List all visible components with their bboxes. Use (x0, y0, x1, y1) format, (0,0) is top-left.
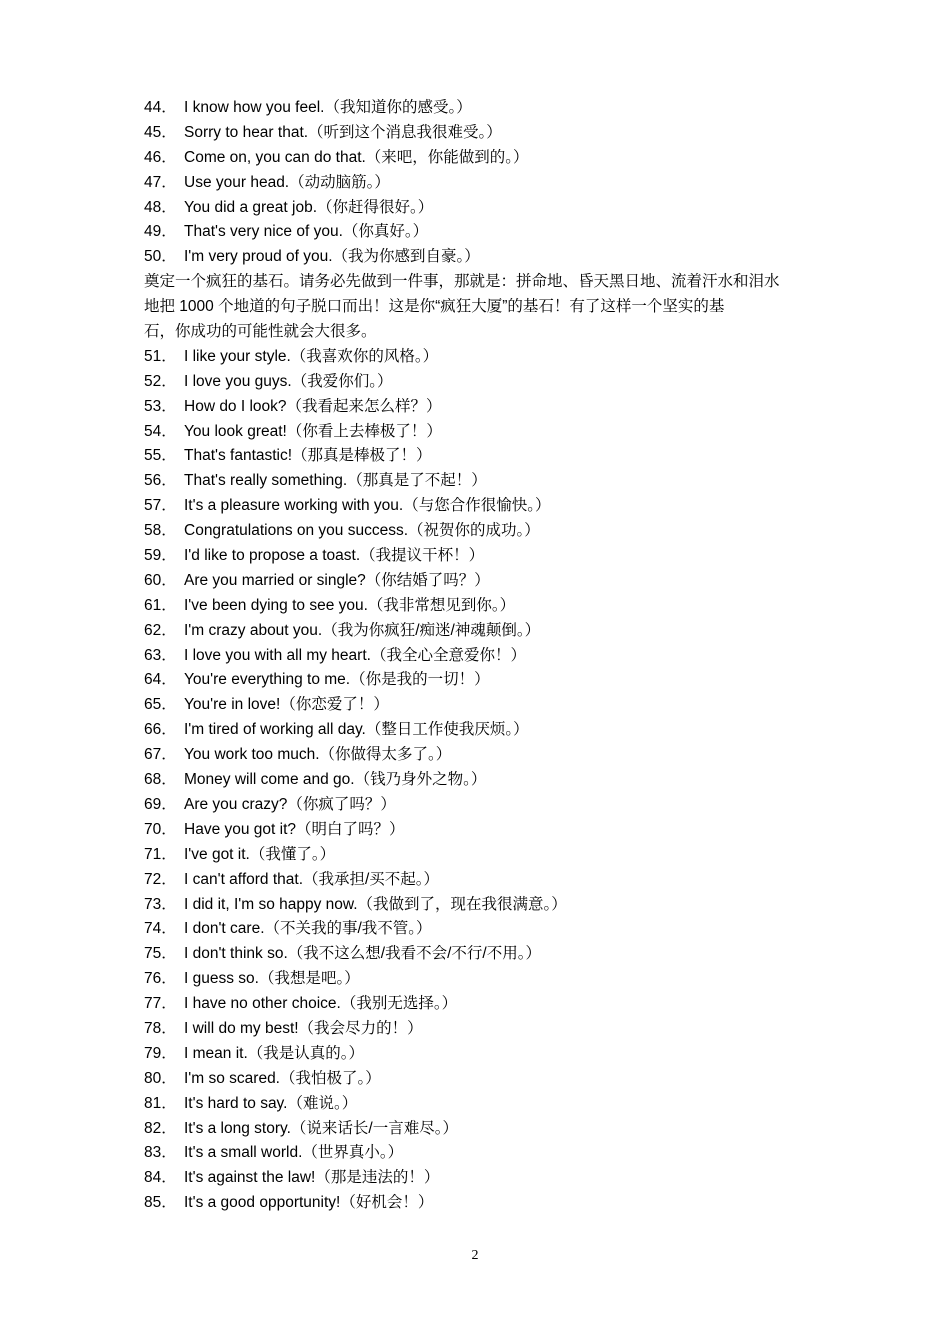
sentence-text: You look great!（你看上去棒极了！） (184, 422, 442, 440)
sentence-number: 67． (144, 746, 177, 764)
sentence-list-a (144, 96, 814, 270)
sentence-item (144, 1067, 814, 1092)
sentence-item (144, 1117, 814, 1142)
sentence-text: I'm so scared.（我怕极了。） (184, 1069, 381, 1087)
sentence-number: 45． (144, 123, 177, 141)
sentence-text: I'm crazy about you.（我为你疯狂/痴迷/神魂颠倒。） (184, 621, 541, 639)
sentence-item (144, 793, 814, 818)
sentence-item (144, 370, 814, 395)
sentence-item (144, 942, 814, 967)
sentence-item (144, 146, 814, 171)
sentence-text: It's a long story.（说来话长/一言难尽。） (184, 1119, 458, 1137)
sentence-number: 82． (144, 1119, 177, 1137)
sentence-text: I'm very proud of you.（我为你感到自豪。） (184, 248, 480, 266)
sentence-item (144, 917, 814, 942)
sentence-item (144, 843, 814, 868)
sentence-text: I did it, I'm so happy now.（我做到了，现在我很满意。） (184, 895, 567, 913)
sentence-number: 61． (144, 596, 177, 614)
sentence-item (144, 544, 814, 569)
sentence-number: 47． (144, 173, 177, 191)
sentence-item (144, 444, 814, 469)
sentence-item (144, 1141, 814, 1166)
sentence-item (144, 868, 814, 893)
sentence-item (144, 967, 814, 992)
sentence-number: 59． (144, 547, 177, 565)
sentence-text: You work too much.（你做得太多了。） (184, 746, 452, 764)
sentence-text: I will do my best!（我会尽力的！） (184, 1019, 423, 1037)
sentence-number: 83． (144, 1144, 177, 1162)
sentence-item (144, 420, 814, 445)
sentence-text: It's a small world.（世界真小。） (184, 1144, 404, 1162)
sentence-item (144, 594, 814, 619)
sentence-text: I love you guys.（我爱你们。） (184, 372, 393, 390)
sentence-item (144, 992, 814, 1017)
sentence-text: Have you got it?（明白了吗？） (184, 820, 405, 838)
sentence-number: 84． (144, 1169, 177, 1187)
sentence-item (144, 345, 814, 370)
sentence-text: I don't think so.（我不这么想/我看不会/不行/不用。） (184, 945, 541, 963)
sentence-number: 55． (144, 447, 177, 465)
sentence-text: I'm tired of working all day.（整日工作使我厌烦。） (184, 721, 529, 739)
sentence-text: How do I look?（我看起来怎么样？） (184, 397, 442, 415)
sentence-item (144, 196, 814, 221)
sentence-number: 52． (144, 372, 177, 390)
intro-paragraph (144, 270, 814, 345)
sentence-number: 69． (144, 795, 177, 813)
sentence-text: I've got it.（我懂了。） (184, 845, 336, 863)
sentence-number: 76． (144, 970, 177, 988)
sentence-number: 85． (144, 1194, 177, 1212)
sentence-text: I like your style.（我喜欢你的风格。） (184, 347, 439, 365)
content-body (144, 96, 814, 1216)
sentence-number: 54． (144, 422, 177, 440)
sentence-text: I'd like to propose a toast.（我提议干杯！） (184, 547, 485, 565)
sentence-number: 74． (144, 920, 177, 938)
sentence-item (144, 668, 814, 693)
sentence-text: That's really something.（那真是了不起！） (184, 472, 487, 490)
sentence-item (144, 818, 814, 843)
sentence-number: 66． (144, 721, 177, 739)
sentence-text: I guess so.（我想是吧。） (184, 970, 360, 988)
sentence-item (144, 569, 814, 594)
sentence-item (144, 96, 814, 121)
sentence-text: Sorry to hear that.（听到这个消息我很难受。） (184, 123, 502, 141)
sentence-item (144, 893, 814, 918)
sentence-item (144, 220, 814, 245)
sentence-item (144, 743, 814, 768)
sentence-number: 46． (144, 148, 177, 166)
sentence-text: It's a good opportunity!（好机会！） (184, 1194, 434, 1212)
sentence-list-b (144, 345, 814, 1216)
sentence-number: 63． (144, 646, 177, 664)
sentence-number: 62． (144, 621, 177, 639)
sentence-number: 51． (144, 347, 177, 365)
sentence-text: I don't care.（不关我的事/我不管。） (184, 920, 432, 938)
sentence-number: 57． (144, 497, 177, 515)
sentence-text: Congratulations on you success.（祝贺你的成功。） (184, 522, 540, 540)
sentence-text: Use your head.（动动脑筋。） (184, 173, 390, 191)
sentence-number: 77． (144, 995, 177, 1013)
sentence-text: Money will come and go.（钱乃身外之物。） (184, 771, 487, 789)
sentence-number: 70． (144, 820, 177, 838)
sentence-number: 53． (144, 397, 177, 415)
sentence-text: You did a great job.（你赶得很好。） (184, 198, 434, 216)
sentence-text: I can't afford that.（我承担/买不起。） (184, 870, 440, 888)
sentence-text: It's a pleasure working with you.（与您合作很愉快。） (184, 497, 551, 515)
sentence-text: That's fantastic!（那真是棒极了！） (184, 447, 432, 465)
sentence-text: You're in love!（你恋爱了！） (184, 696, 389, 714)
sentence-item (144, 644, 814, 669)
sentence-number: 79． (144, 1044, 177, 1062)
sentence-item (144, 1042, 814, 1067)
sentence-number: 60． (144, 571, 177, 589)
sentence-item (144, 469, 814, 494)
sentence-item (144, 395, 814, 420)
sentence-text: I know how you feel.（我知道你的感受。） (184, 99, 472, 116)
sentence-item (144, 768, 814, 793)
sentence-item (144, 245, 814, 270)
sentence-text: It's against the law!（那是违法的！） (184, 1169, 440, 1187)
sentence-text: I love you with all my heart.（我全心全意爱你！） (184, 646, 526, 664)
sentence-item (144, 693, 814, 718)
sentence-item (144, 1166, 814, 1191)
paragraph-line: 石，你成功的可能性就会大很多。 (144, 323, 377, 341)
sentence-item (144, 519, 814, 544)
sentence-text: Come on, you can do that.（来吧，你能做到的。） (184, 148, 529, 166)
paragraph-line: 地把 1000 个地道的句子脱口而出！这是你“疯狂大厦”的基石！有了这样一个坚实的基 (144, 298, 725, 316)
sentence-text: I have no other choice.（我别无选择。） (184, 995, 458, 1013)
sentence-number: 80． (144, 1069, 177, 1087)
sentence-text: It's hard to say.（难说。） (184, 1094, 358, 1112)
paragraph-line: 奠定一个疯狂的基石。请务必先做到一件事，那就是：拼命地、昏天黑日地、流着汗水和泪水 (144, 273, 780, 291)
sentence-item (144, 718, 814, 743)
sentence-item (144, 171, 814, 196)
sentence-item (144, 1092, 814, 1117)
sentence-text: That's very nice of you.（你真好。） (184, 223, 429, 241)
sentence-text: I mean it.（我是认真的。） (184, 1044, 364, 1062)
sentence-number: 49． (144, 223, 177, 241)
sentence-number: 50． (144, 248, 177, 266)
sentence-item (144, 619, 814, 644)
sentence-text: I've been dying to see you.（我非常想见到你。） (184, 596, 516, 614)
sentence-item (144, 1191, 814, 1216)
sentence-number: 78． (144, 1019, 177, 1037)
sentence-number: 44． (144, 99, 177, 116)
sentence-number: 73． (144, 895, 177, 913)
sentence-number: 56． (144, 472, 177, 490)
sentence-number: 68． (144, 771, 177, 789)
sentence-number: 71． (144, 845, 177, 863)
sentence-number: 75． (144, 945, 177, 963)
sentence-item (144, 494, 814, 519)
sentence-number: 58． (144, 522, 177, 540)
sentence-text: You're everything to me.（你是我的一切！） (184, 671, 490, 689)
sentence-number: 72． (144, 870, 177, 888)
sentence-text: Are you married or single?（你结婚了吗？） (184, 571, 490, 589)
sentence-number: 65． (144, 696, 177, 714)
sentence-number: 48． (144, 198, 177, 216)
sentence-number: 64． (144, 671, 177, 689)
sentence-text: Are you crazy?（你疯了吗？） (184, 795, 396, 813)
page-number: 2 (471, 1248, 479, 1263)
sentence-item (144, 121, 814, 146)
sentence-item (144, 1017, 814, 1042)
sentence-number: 81． (144, 1094, 177, 1112)
